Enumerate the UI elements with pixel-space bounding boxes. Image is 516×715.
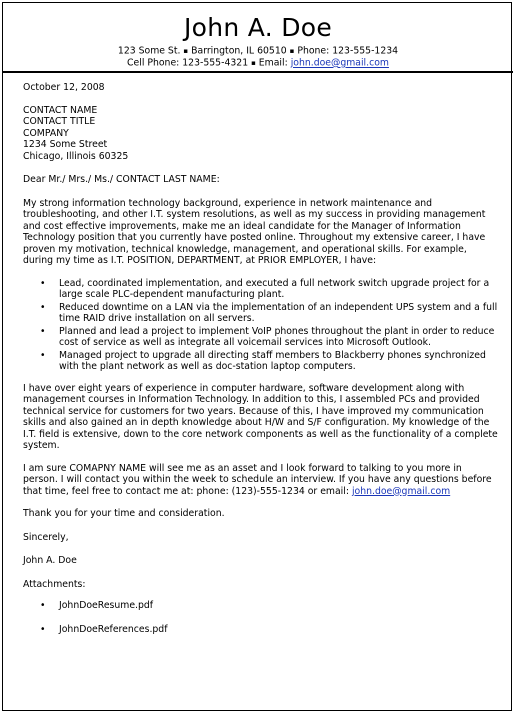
sender-phone: Phone: 123-555-1234 — [297, 45, 399, 57]
sender-email-link[interactable]: john.doe@gmail.com — [290, 57, 389, 69]
recipient-contact-name: CONTACT NAME — [23, 104, 98, 116]
list-item: • Planned and lead a project to implement VoIP phones throughout the plant in order to reduce cost of service as well as integrate all voicemail services into Microsoft Outlook. — [59, 326, 498, 349]
contact-line-1 — [0, 45, 516, 58]
sender-name: John A. Doe — [183, 13, 333, 42]
letter-body — [23, 82, 498, 647]
paragraph-intro: My strong information technology background, experience in network maintenance and troubleshooting, and other I.T. system resolutions, as well as my success in providing management and cost effective improvements, make me an ideal candidate for the Manager of Information Technology position that you currently have posted online. Throughout my extensive career, I have proven my motivation, technical knowledge, management, and operational skills. For example, during my time as I.T. POSITION, DEPARTMENT, at PRIOR EMPLOYER, I have: — [23, 197, 486, 266]
separator-bullet: ▪ — [251, 59, 256, 67]
complimentary-close: Sincerely, — [23, 531, 69, 543]
sender-address: 123 Some St. — [117, 45, 181, 57]
recipient-company: COMPANY — [23, 127, 69, 139]
recipient-street: 1234 Some Street — [23, 139, 108, 150]
letter-date: October 12, 2008 — [23, 82, 105, 93]
attachments-list — [23, 600, 498, 635]
contact-line-2 — [0, 57, 516, 70]
closing-text: I am sure COMAPNY NAME will see me as an asset and I look forward to talking to you more in person. I will contact you within the week to schedule an interview. If you have any questions before that time, feel free to contact me at: phone: (123)-555-1234 or email: — [23, 462, 492, 497]
list-item: • Reduced downtime on a LAN via the implementation of an independent UPS system and a full time RAID drive installation on all servers. — [59, 302, 498, 325]
paragraph-closing — [23, 463, 498, 498]
thank-you-line: Thank you for your time and consideration. — [23, 508, 225, 519]
recipient-city: Chicago, Illinois 60325 — [23, 150, 129, 162]
attachment-item: • JohnDoeResume.pdf — [59, 600, 498, 612]
recipient-address — [23, 105, 498, 163]
list-item: • Managed project to upgrade all directing staff members to Blackberry phones synchronized with the plant network as well as doc-station laptop computers. — [59, 350, 498, 373]
sender-cell: Cell Phone: 123-555-4321 — [127, 57, 249, 69]
attachment-item: • JohnDoeReferences.pdf — [59, 624, 498, 636]
separator-bullet: ▪ — [183, 47, 189, 55]
sender-email-label: Email: — [258, 57, 288, 69]
paragraph-experience: I have over eight years of experience in computer hardware, software development along with management courses in Information Technology. In addition to this, I assembled PCs and provided technical service for customers for two years. Because of this, I have improved my communication skills and also gained an in depth knowledge about H/W and S/F configuration. My knowledge of the I.T. field is extensive, down to the core network components as well as the functionality of a complete system. — [23, 382, 498, 451]
sender-city: Barrington, IL 60510 — [191, 45, 287, 57]
recipient-contact-title: CONTACT TITLE — [23, 116, 96, 127]
signature-name: John A. Doe — [23, 555, 77, 566]
achievements-list — [23, 278, 498, 373]
header-divider — [3, 71, 513, 73]
salutation: Dear Mr./ Mrs./ Ms./ CONTACT LAST NAME: — [23, 174, 220, 185]
list-item: • Lead, coordinated implementation, and executed a full network switch upgrade project for a large scale PLC-dependent manufacturing plant. — [59, 278, 498, 301]
attachments-label: Attachments: — [23, 578, 86, 590]
closing-email-link[interactable]: john.doe@gmail.com — [351, 485, 451, 497]
separator-bullet: ▪ — [289, 47, 295, 55]
